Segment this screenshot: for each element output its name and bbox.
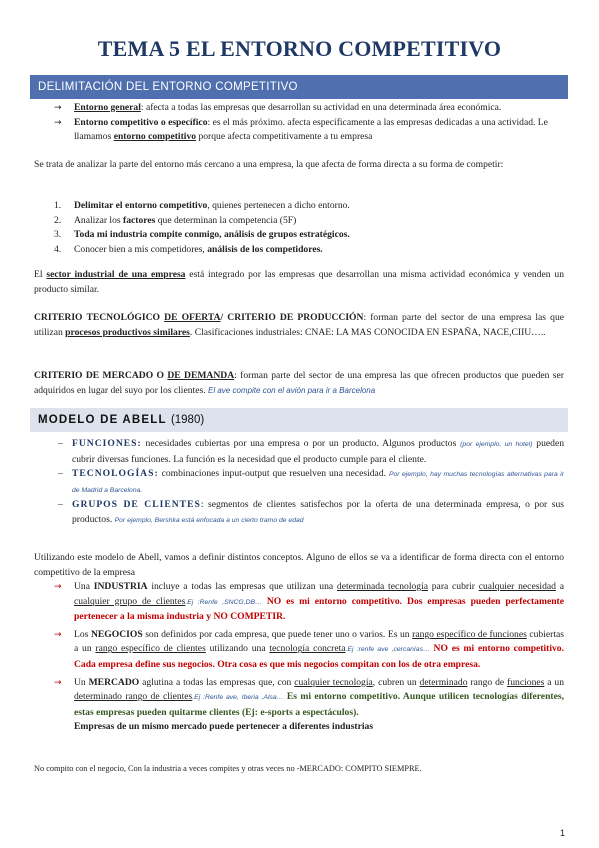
step-number: 2. xyxy=(54,214,62,226)
concepts-list xyxy=(34,580,564,735)
oferta-bold: procesos productivos similares xyxy=(65,326,190,338)
concept-term-negocios: NEGOCIOS xyxy=(90,628,143,640)
step-bold: Delimitar el entorno competitivo xyxy=(74,200,208,211)
step-number: 4. xyxy=(54,243,62,255)
intro-paragraph xyxy=(34,158,564,173)
term-entorno-general: Entorno general xyxy=(74,102,141,113)
demanda-term-underlined: DE DEMANDA xyxy=(167,370,235,381)
abell-dimensions-list xyxy=(34,437,564,529)
concept-underlined: determinado xyxy=(419,676,468,688)
concept-underlined: determinada tecnología xyxy=(336,581,429,592)
step-number: 3. xyxy=(54,229,62,241)
oferta-term-a: CRITERIO TECNOLÓGICO xyxy=(34,312,165,323)
abell-intro-text: Utilizando este modelo de Abell, vamos a definir distintos conceptos. Alguno de ellos se va a identificar de forma directa con el entorno competitivo de la empresa xyxy=(34,552,564,578)
concept-verdict: NO es mi entorno competitivo. Cada empresa define sus negocios. Otra cosa es que mis negocios compitan con los de otra empresa. xyxy=(74,643,565,670)
bullet-entorno-general xyxy=(34,101,564,116)
term-entorno-competitivo: Entorno competitivo o específico xyxy=(74,116,208,128)
text-entorno-competitivo-b: porque afecta competitivamente a tu empresa xyxy=(196,131,373,143)
abell-hint: Por ejemplo, Bershka está enfocada a un cierto tramo de edad xyxy=(114,516,304,524)
demanda-text: : forman parte del sector de una empresa las que ofrecen productos que pueden ser adquiridos en lugar del suyo por los clientes. xyxy=(34,370,564,396)
step-bold: factores xyxy=(123,214,156,226)
concept-hint: .Ej :Renfe ave, Iberia ,Alsa… xyxy=(192,694,284,702)
concept-term-industria: INDUSTRIA xyxy=(93,581,148,592)
concept-underlined: cualquier tecnología xyxy=(294,676,373,688)
concept-verdict: Es mi entorno competitivo. Aunque utilicen tecnologías diferentes, estas empresas pueden quitarme clientes (Ej: e-sports a espectáculos). xyxy=(74,691,564,718)
abell-label-grupos: GRUPOS DE CLIENTES xyxy=(72,499,201,511)
step-pre: Analizar los xyxy=(74,214,124,226)
sector-term: sector industrial de una empresa xyxy=(46,269,186,280)
concept-hint: .Ej :renfe ave ,cercanías… xyxy=(345,646,430,654)
step-bold: análisis de los competidores. xyxy=(207,243,323,255)
concept-underlined: determinado rango de clientes xyxy=(74,691,193,703)
concept-text: utilizando una xyxy=(205,643,270,655)
abell-text: combinaciones input-output que resuelven una necesidad. xyxy=(158,468,389,480)
concept-mercado xyxy=(34,676,564,721)
dash-bullet: – xyxy=(58,438,63,449)
arrow-icon: → xyxy=(54,582,62,592)
oferta-text-a: : forman parte del sector de una empresa las que utilizan xyxy=(34,312,565,338)
abell-text: pueden cubrir diversas funciones. La función es la necesidad que el producto cumple para el cliente. xyxy=(72,438,564,465)
abell-hint: Por ejemplo, hay muchas tecnologías alternativas para ir de Madrid a Barcelona. xyxy=(72,471,564,494)
concept-text: para cubrir xyxy=(428,581,479,592)
step-rest: que determinan la competencia (5F) xyxy=(155,214,297,226)
abell-hint: (por ejemplo, un hotel) xyxy=(460,441,533,448)
abell-heading-year: (1980) xyxy=(170,414,205,426)
concept-text: son definidos por cada empresa, que puede tener uno o varios. Es un xyxy=(142,628,413,640)
concept-term-mercado: MERCADO xyxy=(88,676,140,688)
intro-text: Se trata de analizar la parte del entorno más cercano a una empresa, la que afecta de forma directa a su forma de competir: xyxy=(34,159,504,170)
demanda-example: El ave compite con el avión para ir a Barcelona xyxy=(208,385,376,395)
footnote-text: No compito con el negocio, Con la industria a veces compites y otras veces no -MERCADO: COMPITO SIEMPRE. xyxy=(34,764,422,773)
concept-text: incluye a todas las empresas que utilizan una xyxy=(147,581,337,592)
concept-text: , cubren un xyxy=(372,676,420,688)
concept-text: a xyxy=(555,581,564,592)
bullet-entorno-competitivo xyxy=(34,116,564,145)
step-bold: Toda mi industria compite conmigo xyxy=(74,229,220,241)
concept-underlined: rango específico de funciones xyxy=(412,628,527,640)
step-item xyxy=(34,199,564,214)
abell-heading-text: MODELO DE ABELL xyxy=(38,414,167,426)
abell-intro-paragraph xyxy=(34,551,564,580)
step-pre: Conocer bien a mis competidores, xyxy=(74,243,208,255)
concept-text: rango de xyxy=(467,676,508,688)
step-rest: , quienes pertenecen a dicho entorno. xyxy=(207,200,350,211)
concept-underlined: rango específico de clientes xyxy=(95,643,206,655)
concept-underlined: funciones xyxy=(507,676,545,688)
page-title: TEMA 5 EL ENTORNO COMPETITIVO xyxy=(97,36,502,61)
step-item xyxy=(34,214,564,229)
sector-paragraph xyxy=(34,268,564,297)
concept-hint: .Ej :Renfe ,SNCG,DB… xyxy=(185,598,262,606)
sector-pre: El xyxy=(34,269,47,280)
concept-text: aglutina a todas las empresas que, con xyxy=(139,676,295,688)
concept-extra-note: Empresas de un mismo mercado puede pertenecer a diferentes industrias xyxy=(74,721,374,733)
entorno-bullets xyxy=(34,101,564,145)
step-item xyxy=(34,243,564,258)
concept-underlined: tecnología concreta xyxy=(269,643,346,655)
demanda-term-a: CRITERIO DE MERCADO O xyxy=(34,370,168,381)
concept-text: Una xyxy=(74,581,94,592)
criterio-oferta-paragraph xyxy=(34,311,564,340)
page-number: 1 xyxy=(559,828,565,838)
abell-item-grupos-clientes xyxy=(34,498,564,528)
concept-text: cubiertas a un xyxy=(74,628,564,655)
dash-bullet: – xyxy=(58,468,63,480)
oferta-term-underlined: DE OFERTA xyxy=(164,312,221,323)
step-number: 1. xyxy=(54,200,62,211)
oferta-text-b: . Clasificaciones industriales: CNAE: LA MAS CONOCIDA EN ESPAÑA, NACE,CIIU….. xyxy=(189,326,546,338)
criterio-demanda-paragraph xyxy=(34,369,564,398)
arrow-icon: → xyxy=(54,677,62,688)
text-entorno-general: : afecta a todas las empresas que desarrollan su actividad en una determinada área económica. xyxy=(140,102,502,113)
oferta-term-b: / CRITERIO DE PRODUCCIÓN xyxy=(220,312,364,323)
concept-industria xyxy=(34,580,564,625)
abell-text: : segmentos de clientes satisfechos por la oferta de una determinada empresa, o por sus productos. xyxy=(72,499,564,525)
concept-text: Los xyxy=(74,628,91,640)
steps-list xyxy=(34,199,564,257)
concept-text: Un xyxy=(74,676,89,688)
arrow-icon: → xyxy=(54,117,62,128)
step-item xyxy=(34,228,564,243)
emph-entorno-competitivo: entorno competitivo xyxy=(113,131,197,143)
arrow-icon: → xyxy=(54,103,62,113)
abell-label-tecnologias: TECNOLOGÍAS: xyxy=(72,468,159,480)
section-heading-delimitacion: DELIMITACIÓN DEL ENTORNO COMPETITIVO xyxy=(30,75,568,99)
footnote xyxy=(34,762,564,777)
concept-text: a un xyxy=(544,676,564,688)
section-heading-abell xyxy=(30,408,568,432)
dash-bullet: – xyxy=(58,499,63,511)
arrow-icon: → xyxy=(54,629,62,640)
abell-label-funciones: FUNCIONES: xyxy=(72,438,142,449)
step-rest: , análisis de grupos estratégicos. xyxy=(219,229,350,241)
sector-text: está integrado por las empresas que desarrollan una misma actividad económica y venden un producto similar. xyxy=(34,269,564,295)
text-entorno-competitivo-a: : es el más próximo. afecta específicamente a las empresas dedicadas a una actividad. Le llamamos xyxy=(74,116,548,143)
concept-underlined: cualquier necesidad xyxy=(478,581,556,592)
concept-verdict: NO es mi entorno competitivo. Dos empresas pueden perfectamente pertenecer a la misma industria y NO COMPETIR. xyxy=(74,595,565,623)
concept-mercado-note xyxy=(34,720,564,735)
abell-item-tecnologias xyxy=(34,467,564,498)
abell-text: necesidades cubiertas por una empresa o por un producto. Algunos productos xyxy=(141,438,461,449)
concept-underlined: cualquier grupo de clientes xyxy=(74,595,186,607)
abell-item-funciones xyxy=(34,437,564,467)
concept-negocios xyxy=(34,628,564,673)
